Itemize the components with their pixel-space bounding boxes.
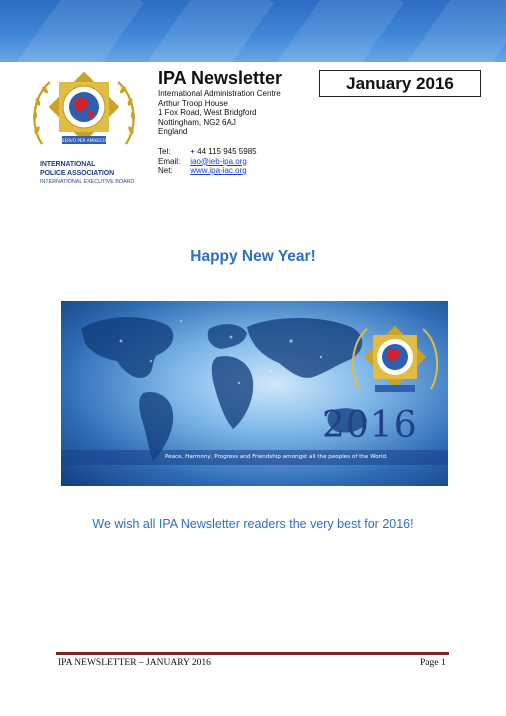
website-link[interactable]: www.ipa-iac.org	[190, 166, 247, 175]
logo-org-line1: INTERNATIONAL	[40, 161, 96, 168]
contact-block	[158, 147, 257, 176]
footer-rule	[56, 652, 449, 655]
tel-row	[158, 147, 257, 157]
email-row	[158, 157, 257, 167]
logo-text	[40, 160, 160, 187]
footer-newsletter-label: IPA NEWSLETTER – JANUARY 2016	[58, 658, 211, 668]
banner-motto: Peace, Harmony, Progress and Friendship amongst all the peoples of the World.	[165, 454, 388, 460]
net-row	[158, 166, 257, 176]
newsletter-title: IPA Newsletter	[158, 68, 283, 88]
banner-year: 2016	[322, 405, 418, 446]
logo-board: INTERNATIONAL EXECUTIVE BOARD	[40, 179, 135, 185]
banner-motto-bar	[61, 450, 448, 465]
top-banner	[0, 0, 506, 62]
banner-stripe	[6, 0, 144, 62]
address-line: England	[158, 127, 188, 136]
email-label: Email:	[158, 156, 181, 166]
banner-stripe	[396, 0, 506, 62]
address-line: Nottingham, NG2 6AJ	[158, 117, 236, 127]
issue-date-box: January 2016	[319, 70, 481, 97]
tel-label: Tel:	[158, 147, 171, 156]
logo-motto: SERVO PER AMIKECO	[61, 138, 107, 143]
net-label: Net:	[158, 166, 173, 175]
address-line: Arthur Troop House	[158, 98, 228, 108]
footer-page-number: Page 1	[420, 658, 446, 668]
tel-value: + 44 115 945 5985	[190, 147, 257, 156]
address-block	[158, 89, 281, 137]
address-line: 1 Fox Road, West Bridgford	[158, 108, 257, 117]
wish-message: We wish all IPA Newsletter readers the very best for 2016!	[92, 517, 414, 531]
banner-stripe	[136, 0, 274, 62]
headline: Happy New Year!	[190, 248, 316, 265]
email-link[interactable]: iao@ieb-ipa.org	[190, 156, 247, 166]
logo-org-line2: POLICE ASSOCIATION	[40, 170, 115, 177]
banner-stripe	[266, 0, 404, 62]
ipa-emblem-icon	[28, 68, 140, 160]
address-line: International Administration Centre	[158, 89, 281, 98]
